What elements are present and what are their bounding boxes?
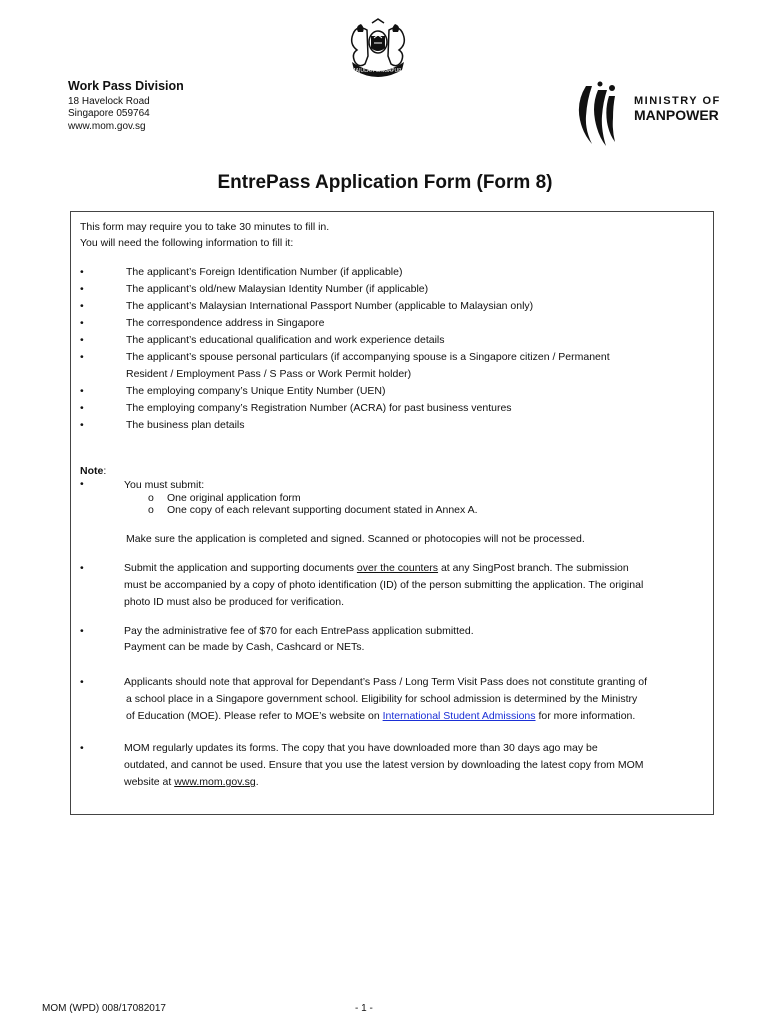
over-the-counters-text: over the counters [356, 562, 439, 574]
address-line-1: 18 Havelock Road [68, 95, 150, 107]
sub-bullet-icon: o [148, 492, 154, 504]
requirement-item: The applicant’s Malaysian International Passport Number (applicable to Malaysian only) [126, 300, 534, 312]
requirement-item: The applicant’s educational qualification and work experience details [126, 334, 445, 346]
bullet-icon: • [80, 283, 84, 295]
mom-website-link[interactable]: www.mom.gov.sg [174, 776, 256, 788]
logo-manpower: MANPOWER [634, 107, 719, 123]
school-text-post: for more information. [535, 710, 636, 722]
division-name: Work Pass Division [68, 79, 184, 93]
requirement-item: The business plan details [126, 419, 245, 431]
bullet-icon: • [80, 742, 84, 754]
submit-heading: You must submit: [124, 479, 205, 491]
bullet-icon: • [80, 351, 84, 363]
singapore-crest-icon [338, 18, 418, 84]
make-sure-text: Make sure the application is completed and signed. Scanned or photocopies will not be processed. [126, 533, 585, 545]
mom-logo [576, 80, 726, 152]
bullet-icon: • [80, 562, 84, 574]
fee-text-line-1: Pay the administrative fee of $70 for each EntrePass application submitted. [124, 625, 474, 637]
requirement-item: The employing company’s Registration Number (ACRA) for past business ventures [126, 402, 512, 414]
page-number: - 1 - [355, 1003, 373, 1014]
fee-text-line-2: Payment can be made by Cash, Cashcard or NETs. [124, 641, 365, 653]
submission-text-line-2: must be accompanied by a copy of photo identification (ID) of the person submitting the application. The original [124, 579, 644, 591]
bullet-icon: • [80, 419, 84, 431]
submission-text-line-3: photo ID must also be produced for verification. [124, 596, 345, 608]
address-line-2: Singapore 059764 [68, 108, 150, 119]
bullet-icon: • [80, 266, 84, 278]
crest-motto: MAJULAH SINGAPURA [351, 68, 405, 74]
update-text-line-3 [124, 774, 259, 791]
mom-swoosh-icon [579, 82, 615, 147]
international-student-admissions-link[interactable]: International Student Admissions [382, 710, 536, 722]
submit-item: One copy of each relevant supporting document stated in Annex A. [167, 504, 478, 516]
logo-ministry-of: MINISTRY OF [634, 95, 721, 107]
submission-text-post: at any SingPost branch. The submission [438, 562, 629, 574]
bullet-icon: • [80, 402, 84, 414]
school-text-line-3 [126, 708, 635, 725]
note-colon: : [103, 465, 107, 477]
submission-text-line-1 [124, 560, 629, 577]
note-label: Note [80, 465, 104, 477]
requirement-item: The employing company’s Unique Entity Number (UEN) [126, 385, 386, 397]
school-text-line-1: Applicants should note that approval for Dependant’s Pass / Long Term Visit Pass does not constitute granting of [124, 676, 647, 688]
intro-line-1: This form may require you to take 30 minutes to fill in. [80, 221, 330, 233]
bullet-icon: • [80, 317, 84, 329]
sub-bullet-icon: o [148, 504, 154, 516]
update-text-pre: website at [124, 776, 175, 788]
website-text: www.mom.gov.sg [68, 120, 146, 132]
submission-text-pre: Submit the application and supporting documents [124, 562, 357, 574]
bullet-icon: • [80, 300, 84, 312]
form-reference: MOM (WPD) 008/17082017 [42, 1003, 166, 1014]
update-text-line-2: outdated, and cannot be used. Ensure that you use the latest version by downloading the latest copy from MOM [124, 759, 644, 771]
requirement-item: The applicant’s spouse personal particulars (if accompanying spouse is a Singapore citizen / Permanent [126, 351, 610, 363]
requirement-item: The applicant’s old/new Malaysian Identity Number (if applicable) [126, 283, 429, 295]
bullet-icon: • [80, 625, 84, 637]
requirement-item-continued: Resident / Employment Pass / S Pass or Work Permit holder) [126, 368, 412, 380]
bullet-icon: • [80, 478, 84, 490]
school-text-pre: of Education (MOE). Please refer to MOE’s website on [126, 710, 383, 722]
requirement-item: The applicant’s Foreign Identification Number (if applicable) [126, 266, 403, 278]
bullet-icon: • [80, 334, 84, 346]
bullet-icon: • [80, 385, 84, 397]
bullet-icon: • [80, 676, 84, 688]
page-title: EntrePass Application Form (Form 8) [217, 172, 553, 193]
submit-item: One original application form [167, 492, 301, 504]
address-block [68, 80, 184, 133]
requirement-item: The correspondence address in Singapore [126, 317, 325, 329]
school-text-line-2: a school place in a Singapore government school. Eligibility for school admission is determined by the Ministry [126, 693, 638, 705]
update-text-post: . [255, 776, 259, 788]
intro-line-2: You will need the following information to fill it: [80, 237, 294, 249]
update-text-line-1: MOM regularly updates its forms. The copy that you have downloaded more than 30 days ago may be [124, 742, 598, 754]
